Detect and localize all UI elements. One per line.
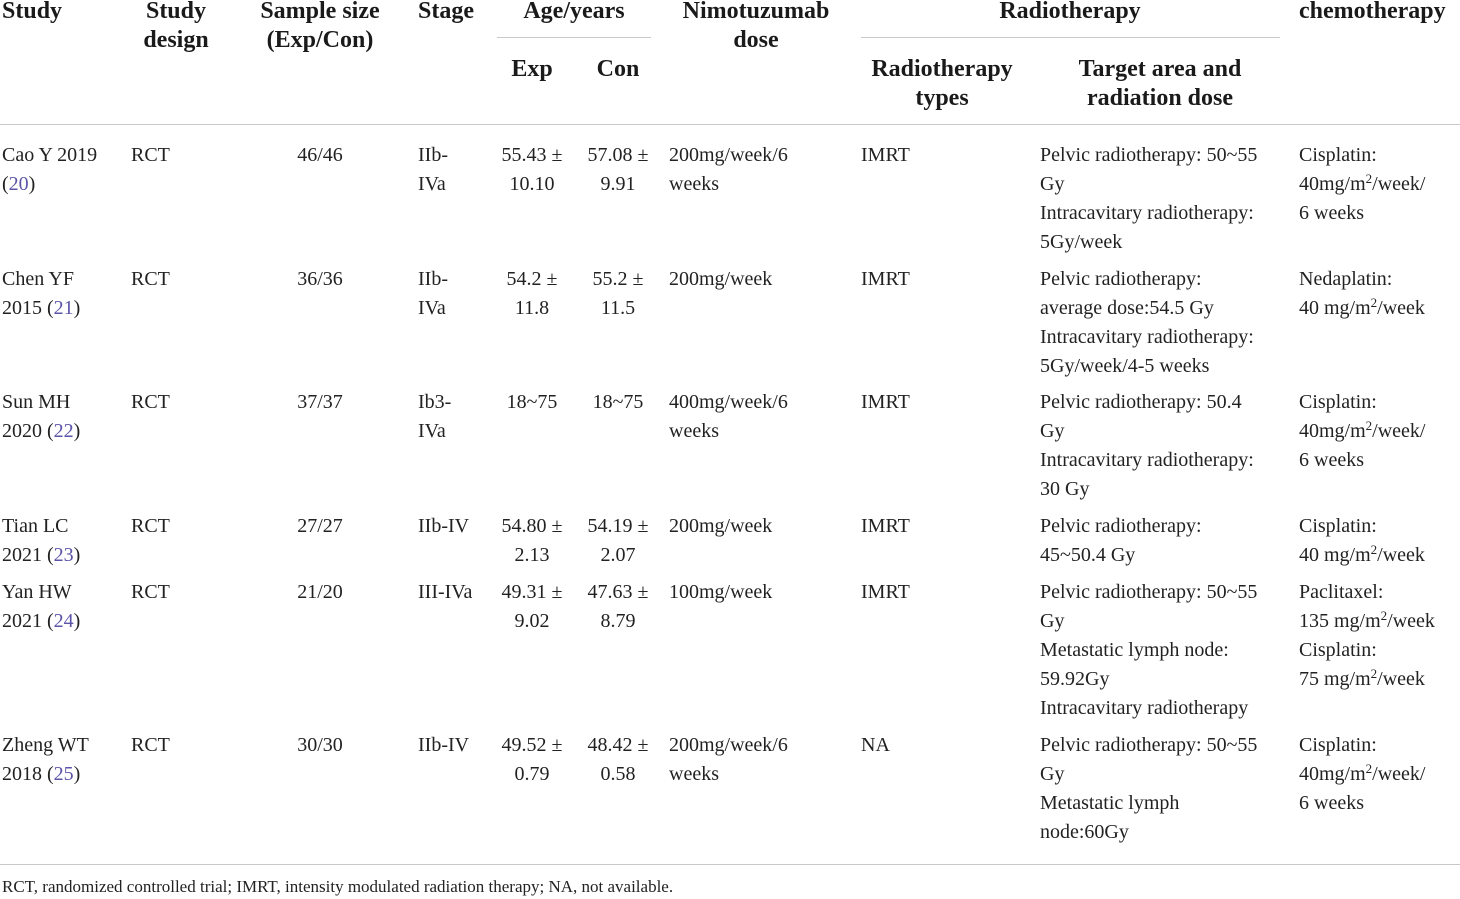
- dose-line: 200mg/week: [669, 515, 773, 537]
- dose-unit-tail: /week: [1387, 610, 1435, 632]
- dose-unit-tail: /week: [1377, 668, 1425, 690]
- age-con-line: 55.2 ±: [592, 268, 644, 290]
- age-exp-cell: [494, 512, 570, 570]
- reference-link[interactable]: 21: [53, 297, 74, 319]
- age-con-cell: [578, 141, 658, 199]
- stage-line: IVa: [418, 173, 446, 195]
- target-dose-line: Intracavitary radiotherapy:: [1040, 449, 1254, 471]
- design-value: RCT: [131, 515, 170, 537]
- header-study: Study: [2, 0, 63, 24]
- target-dose-cell: [1040, 512, 1290, 570]
- sample-size-cell: [244, 388, 396, 417]
- sample-size-cell: [244, 578, 396, 607]
- sample-size-value: 21/20: [297, 581, 343, 603]
- radiotherapy-type-value: IMRT: [861, 268, 910, 290]
- design-value: RCT: [131, 734, 170, 756]
- age-con-line: 54.19 ±: [587, 515, 649, 537]
- stage-cell: [418, 578, 488, 607]
- age-exp-line: 54.80 ±: [501, 515, 563, 537]
- dose-unit-base: 40mg/m: [1299, 173, 1366, 195]
- study-cell: [2, 388, 120, 446]
- target-dose-line: Pelvic radiotherapy:: [1040, 515, 1202, 537]
- header-study-design: Study design: [143, 0, 209, 53]
- nimotuzumab-dose-cell: [669, 578, 849, 607]
- target-dose-line: Intracavitary radiotherapy: [1040, 697, 1249, 719]
- dose-unit-tail: /week: [1377, 544, 1425, 566]
- chemo-drug: Paclitaxel:: [1299, 581, 1384, 603]
- dose-line: 400mg/week/6: [669, 391, 788, 413]
- design-value: RCT: [131, 144, 170, 166]
- study-ref-suffix: ): [28, 173, 36, 195]
- radiotherapy-type-value: NA: [861, 734, 890, 756]
- age-exp-cell: [494, 731, 570, 789]
- target-dose-line: Gy: [1040, 420, 1065, 442]
- target-dose-line: 59.92Gy: [1040, 668, 1110, 690]
- target-dose-line: node:60Gy: [1040, 821, 1129, 843]
- age-exp-line: 55.43 ±: [501, 144, 563, 166]
- age-exp-cell: [494, 265, 570, 323]
- radiotherapy-type-cell: [861, 265, 1021, 294]
- design-cell: [131, 578, 221, 607]
- study-ref-prefix: 2020 (: [2, 420, 54, 442]
- design-cell: [131, 731, 221, 760]
- design-value: RCT: [131, 581, 170, 603]
- chemotherapy-cell: [1299, 731, 1459, 818]
- age-group-rule: [497, 37, 651, 38]
- dose-unit-base: 135 mg/m: [1299, 610, 1381, 632]
- dose-unit-line: [1299, 294, 1459, 323]
- age-con-line: 48.42 ±: [587, 734, 649, 756]
- age-exp-cell: [494, 141, 570, 199]
- sample-size-cell: [244, 512, 396, 541]
- target-dose-line: Gy: [1040, 763, 1065, 785]
- study-cell: [2, 265, 120, 323]
- age-exp-cell: [494, 578, 570, 636]
- design-cell: [131, 512, 221, 541]
- radiotherapy-group-rule: [861, 37, 1280, 38]
- sample-size-value: 46/46: [297, 144, 343, 166]
- radiotherapy-type-value: IMRT: [861, 144, 910, 166]
- nimotuzumab-dose-cell: [669, 388, 849, 446]
- age-exp-line: 0.79: [514, 763, 550, 785]
- header-age-years: Age/years: [523, 0, 625, 24]
- study-ref-prefix: (: [2, 173, 9, 195]
- target-dose-line: Pelvic radiotherapy: 50.4: [1040, 391, 1242, 413]
- superscript-two: 2: [1365, 418, 1373, 433]
- study-ref-suffix: ): [73, 420, 81, 442]
- radiotherapy-type-cell: [861, 141, 1021, 170]
- target-dose-line: 45~50.4 Gy: [1040, 544, 1136, 566]
- superscript-two: 2: [1380, 608, 1388, 623]
- target-dose-line: Gy: [1040, 610, 1065, 632]
- stage-line: IIb-: [418, 268, 448, 290]
- header-target-area: Target area and radiation dose: [1078, 56, 1242, 111]
- chemotherapy-cell: [1299, 512, 1459, 570]
- reference-link[interactable]: 22: [53, 420, 74, 442]
- reference-link[interactable]: 23: [53, 544, 74, 566]
- chemotherapy-cell: [1299, 141, 1459, 228]
- nimotuzumab-dose-cell: [669, 731, 849, 789]
- reference-link[interactable]: 24: [53, 610, 74, 632]
- study-cell: [2, 731, 120, 789]
- radiotherapy-type-value: IMRT: [861, 515, 910, 537]
- study-name-line: Chen YF: [2, 268, 75, 290]
- sample-size-cell: [244, 141, 396, 170]
- nimotuzumab-dose-cell: [669, 512, 849, 541]
- stage-cell: [418, 731, 488, 760]
- age-exp-line: 49.52 ±: [501, 734, 563, 756]
- study-ref-prefix: 2021 (: [2, 544, 54, 566]
- target-dose-line: 5Gy/week: [1040, 231, 1123, 253]
- radiotherapy-type-cell: [861, 388, 1021, 417]
- target-dose-line: Pelvic radiotherapy:: [1040, 268, 1202, 290]
- dose-line: weeks: [669, 173, 719, 195]
- table-bottom-rule: [0, 864, 1460, 865]
- header-sample-size: Sample size (Exp/Con): [260, 0, 380, 53]
- superscript-two: 2: [1365, 171, 1373, 186]
- stage-cell: [418, 141, 488, 199]
- study-ref-line: [2, 607, 120, 636]
- superscript-two: 2: [1370, 542, 1378, 557]
- target-dose-line: Metastatic lymph: [1040, 792, 1180, 814]
- header-chemotherapy: chemotherapy: [1299, 0, 1446, 24]
- stage-line: IIb-IV: [418, 515, 470, 537]
- chemotherapy-cell: [1299, 578, 1459, 694]
- dose-line: 200mg/week: [669, 268, 773, 290]
- target-dose-line: Pelvic radiotherapy: 50~55: [1040, 734, 1258, 756]
- radiotherapy-type-value: IMRT: [861, 581, 910, 603]
- dose-unit-base: 40mg/m: [1299, 763, 1366, 785]
- age-exp-cell: [494, 388, 570, 417]
- chemo-duration: 6 weeks: [1299, 202, 1364, 224]
- sample-size-value: 37/37: [297, 391, 343, 413]
- age-exp-line: 9.02: [514, 610, 550, 632]
- dose-unit-tail: /week/: [1372, 173, 1426, 195]
- study-ref-line: [2, 170, 120, 199]
- target-dose-line: Pelvic radiotherapy: 50~55: [1040, 144, 1258, 166]
- sample-size-cell: [244, 731, 396, 760]
- chemo-drug: Cisplatin:: [1299, 391, 1377, 413]
- study-name-line: Zheng WT: [2, 734, 89, 756]
- dose-unit-base: 40mg/m: [1299, 420, 1366, 442]
- study-name-line: Sun MH: [2, 391, 71, 413]
- target-dose-cell: [1040, 388, 1290, 504]
- study-ref-suffix: ): [73, 610, 81, 632]
- study-ref-line: [2, 541, 120, 570]
- age-exp-line: 49.31 ±: [501, 581, 563, 603]
- stage-line: IVa: [418, 297, 446, 319]
- table-footnote: RCT, randomized controlled trial; IMRT, intensity modulated radiation therapy; NA, not available.: [2, 877, 674, 896]
- chemo-duration: 6 weeks: [1299, 792, 1364, 814]
- design-value: RCT: [131, 268, 170, 290]
- superscript-two: 2: [1370, 666, 1378, 681]
- sample-size-value: 36/36: [297, 268, 343, 290]
- age-con-cell: [578, 578, 658, 636]
- superscript-two: 2: [1365, 761, 1373, 776]
- stage-line: IIb-IV: [418, 734, 470, 756]
- study-ref-line: [2, 417, 120, 446]
- chemo-drug: Cisplatin:: [1299, 734, 1377, 756]
- target-dose-line: Intracavitary radiotherapy:: [1040, 202, 1254, 224]
- sample-size-value: 30/30: [297, 734, 343, 756]
- target-dose-line: average dose:54.5 Gy: [1040, 297, 1214, 319]
- chemo-drug: Cisplatin:: [1299, 639, 1377, 661]
- reference-link[interactable]: 20: [8, 173, 29, 195]
- header-stage: Stage: [418, 0, 474, 24]
- target-dose-cell: [1040, 578, 1290, 723]
- study-ref-suffix: ): [73, 297, 81, 319]
- dose-unit-line: [1299, 760, 1459, 789]
- header-radiotherapy: Radiotherapy: [999, 0, 1141, 24]
- dose-unit-line: [1299, 607, 1459, 636]
- dose-unit-tail: /week/: [1372, 420, 1426, 442]
- radiotherapy-type-cell: [861, 731, 1021, 760]
- dose-unit-line: [1299, 665, 1459, 694]
- study-name-line: Tian LC: [2, 515, 69, 537]
- age-con-line: 9.91: [600, 173, 636, 195]
- age-con-cell: [578, 731, 658, 789]
- chemotherapy-cell: [1299, 388, 1459, 475]
- dose-unit-tail: /week: [1377, 297, 1425, 319]
- dose-unit-line: [1299, 541, 1459, 570]
- header-bottom-rule: [0, 124, 1460, 125]
- target-dose-line: 5Gy/week/4-5 weeks: [1040, 355, 1210, 377]
- dose-unit-tail: /week/: [1372, 763, 1426, 785]
- chemo-drug: Cisplatin:: [1299, 515, 1377, 537]
- header-nimotuzumab-dose: Nimotuzumab dose: [682, 0, 830, 53]
- dose-line: 200mg/week/6: [669, 144, 788, 166]
- age-con-line: 2.07: [600, 544, 636, 566]
- age-exp-line: 18~75: [506, 391, 558, 413]
- age-exp-line: 2.13: [514, 544, 550, 566]
- design-cell: [131, 388, 221, 417]
- study-name-line: Cao Y 2019: [2, 144, 98, 166]
- dose-unit-base: 40 mg/m: [1299, 544, 1371, 566]
- age-exp-line: 10.10: [509, 173, 555, 195]
- target-dose-cell: [1040, 265, 1290, 381]
- age-exp-line: 54.2 ±: [506, 268, 558, 290]
- study-ref-suffix: ): [73, 763, 81, 785]
- nimotuzumab-dose-cell: [669, 265, 849, 294]
- study-ref-prefix: 2021 (: [2, 610, 54, 632]
- stage-line: IIb-: [418, 144, 448, 166]
- age-exp-line: 11.8: [514, 297, 550, 319]
- superscript-two: 2: [1370, 295, 1378, 310]
- design-cell: [131, 265, 221, 294]
- chemotherapy-cell: [1299, 265, 1459, 323]
- design-value: RCT: [131, 391, 170, 413]
- target-dose-line: Intracavitary radiotherapy:: [1040, 326, 1254, 348]
- stage-line: III-IVa: [418, 581, 473, 603]
- target-dose-line: Metastatic lymph node:: [1040, 639, 1229, 661]
- dose-unit-line: [1299, 417, 1459, 446]
- chemo-drug: Nedaplatin:: [1299, 268, 1393, 290]
- target-dose-cell: [1040, 141, 1290, 257]
- study-cell: [2, 578, 120, 636]
- dose-unit-base: 75 mg/m: [1299, 668, 1371, 690]
- radiotherapy-type-value: IMRT: [861, 391, 910, 413]
- chemo-duration: 6 weeks: [1299, 449, 1364, 471]
- nimotuzumab-dose-cell: [669, 141, 849, 199]
- age-con-line: 57.08 ±: [587, 144, 649, 166]
- dose-line: 200mg/week/6: [669, 734, 788, 756]
- stage-line: Ib3-: [418, 391, 452, 413]
- study-ref-prefix: 2018 (: [2, 763, 54, 785]
- target-dose-line: Pelvic radiotherapy: 50~55: [1040, 581, 1258, 603]
- target-dose-cell: [1040, 731, 1290, 847]
- age-con-cell: [578, 265, 658, 323]
- age-con-cell: [578, 512, 658, 570]
- header-con: Con: [596, 56, 640, 82]
- stage-cell: [418, 388, 488, 446]
- dose-line: weeks: [669, 763, 719, 785]
- sample-size-value: 27/27: [297, 515, 343, 537]
- age-con-line: 18~75: [592, 391, 644, 413]
- age-con-cell: [578, 388, 658, 417]
- design-cell: [131, 141, 221, 170]
- study-ref-line: [2, 294, 120, 323]
- age-con-line: 0.58: [600, 763, 636, 785]
- dose-unit-base: 40 mg/m: [1299, 297, 1371, 319]
- age-con-line: 11.5: [600, 297, 636, 319]
- header-radiotherapy-types: Radiotherapy types: [871, 56, 1013, 111]
- stage-cell: [418, 265, 488, 323]
- age-con-line: 8.79: [600, 610, 636, 632]
- radiotherapy-type-cell: [861, 512, 1021, 541]
- target-dose-line: 30 Gy: [1040, 478, 1090, 500]
- study-ref-suffix: ): [73, 544, 81, 566]
- header-exp: Exp: [511, 56, 553, 82]
- stage-cell: [418, 512, 488, 541]
- study-cell: [2, 141, 120, 199]
- dose-unit-line: [1299, 170, 1459, 199]
- study-ref-line: [2, 760, 120, 789]
- radiotherapy-type-cell: [861, 578, 1021, 607]
- study-ref-prefix: 2015 (: [2, 297, 54, 319]
- study-name-line: Yan HW: [2, 581, 72, 603]
- study-cell: [2, 512, 120, 570]
- dose-line: weeks: [669, 420, 719, 442]
- sample-size-cell: [244, 265, 396, 294]
- reference-link[interactable]: 25: [53, 763, 74, 785]
- chemo-drug: Cisplatin:: [1299, 144, 1377, 166]
- dose-line: 100mg/week: [669, 581, 773, 603]
- age-con-line: 47.63 ±: [587, 581, 649, 603]
- stage-line: IVa: [418, 420, 446, 442]
- target-dose-line: Gy: [1040, 173, 1065, 195]
